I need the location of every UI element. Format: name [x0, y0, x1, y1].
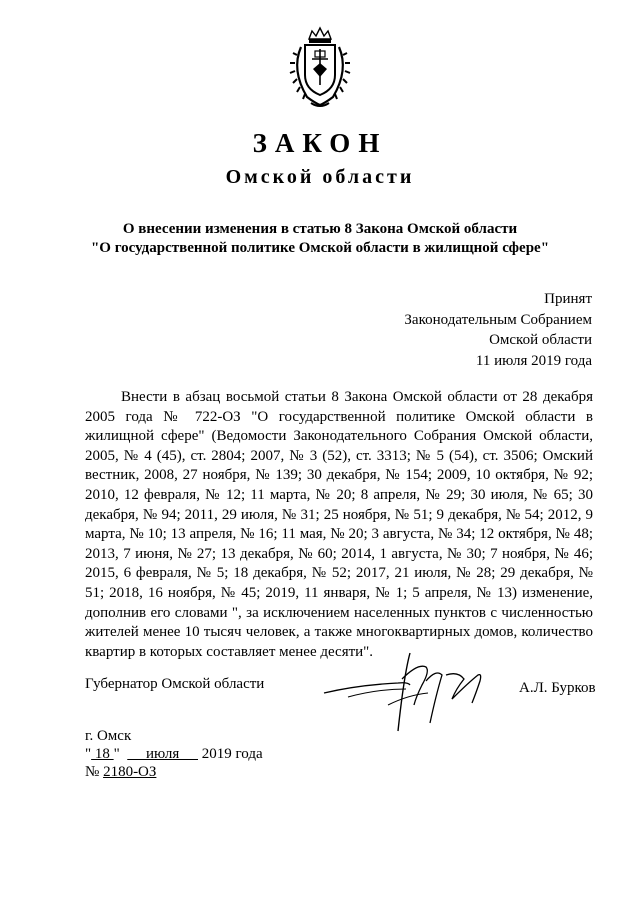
adoption-block — [292, 289, 592, 371]
governor-name: А.Л. Бурков — [519, 680, 596, 696]
law-number-value: 2180-ОЗ — [103, 764, 157, 780]
law-heading-line-2: "О государственной политике Омской области в жилищной сфере" — [90, 240, 550, 256]
signing-city: г. Омск — [85, 728, 132, 744]
date-quote-close: " — [113, 746, 120, 762]
date-quote-open: " — [85, 746, 92, 762]
adopted-line-1: Принят — [544, 291, 592, 307]
adopted-date: 11 июля 2019 года — [475, 352, 592, 369]
date-month: июля — [127, 746, 198, 762]
signing-date — [85, 746, 263, 763]
document-title: ЗАКОН — [252, 128, 388, 158]
date-year: 2019 года — [198, 746, 263, 762]
law-number — [85, 764, 156, 781]
date-day: 18 — [91, 746, 114, 762]
law-body-paragraph: Внести в абзац восьмой статьи 8 Закона Омской области от 28 декабря 2005 года № 722-ОЗ "О государственной политике Омской области в жилищной сфере" (Ведомости Законодательного Собрания Омской области, 2005, № 4 (45), ст. 2804; 2007, № 3 (52), ст. 3313; № 5 (54), ст. 3506; Омский вестник, 2008, 27 ноября, № 139; 30 декабря, № 154; 2009, 10 октября, № 92; 2010, 12 февраля, № 12; 11 марта, № 20; 8 апреля, № 29; 30 июля, № 65; 30 декабря, № 94; 2011, 29 июля, № 31; 25 ноября, № 51; 9 декабря, № 54; 2012, 9 марта, № 10; 13 апреля, № 16; 11 мая, № 20; 3 августа, № 34; 12 октября, № 48; 2013, 7 июня, № 27; 13 декабря, № 60; 2014, 1 августа, № 30; 7 ноября, № 46; 2015, 6 февраля, № 5; 18 декабря, № 52; 2017, 21 июля, № 28; 29 декабря, № 51; 2018, 16 ноября, № 45; 2019, 11 января, № 1; 5 апреля, № 13) изменение, дополнив его словами ", за исключением населенных пунктов с численностью жителей менее 10 тысяч человек, а также многоквартирных домов, количество квартир в которых составляет менее десяти". — [85, 389, 593, 660]
law-heading-line-1: О внесении изменения в статью 8 Закона Омской области — [122, 221, 518, 237]
adopted-line-2: Законодательным Собранием — [404, 311, 592, 328]
law-heading — [70, 220, 570, 258]
governor-label: Губернатор Омской области — [85, 676, 265, 692]
coat-of-arms-emblem — [285, 25, 355, 110]
adopted-line-3: Омской области — [489, 332, 592, 348]
law-number-prefix: № — [85, 764, 104, 780]
document-subtitle: Омской области — [225, 166, 415, 188]
handwritten-signature — [318, 645, 508, 735]
